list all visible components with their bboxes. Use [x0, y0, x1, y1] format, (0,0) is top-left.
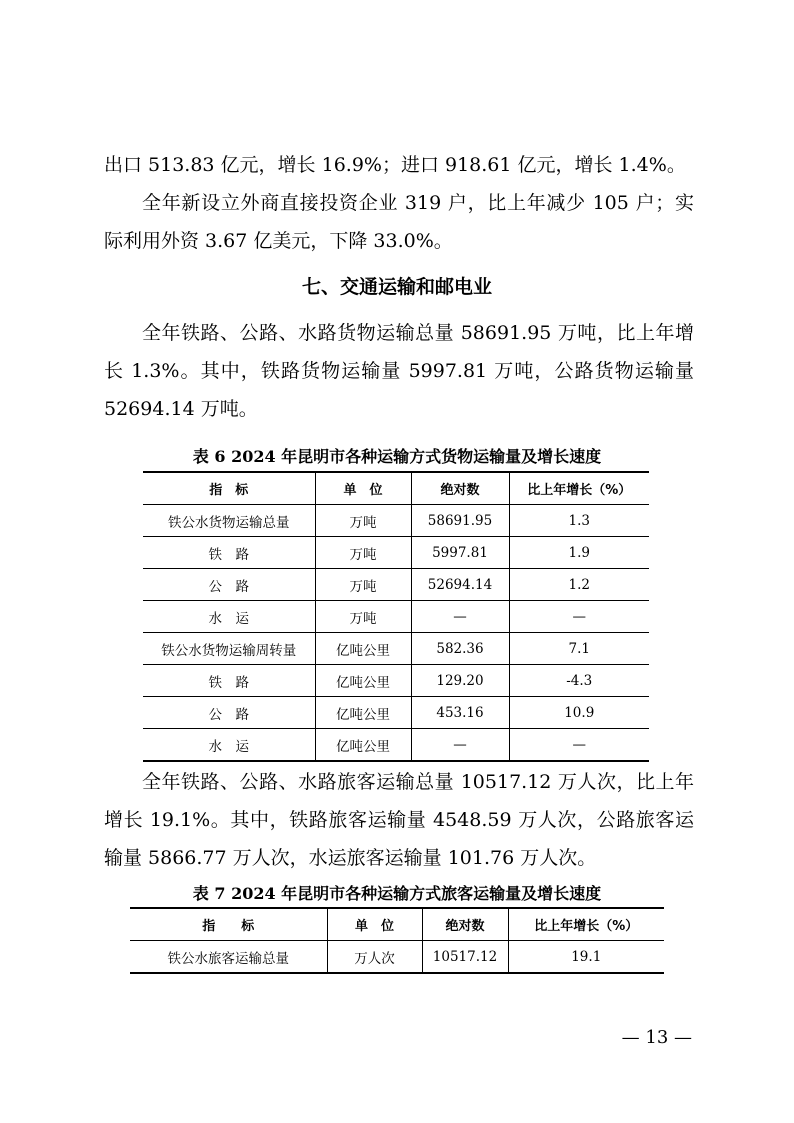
- cell-unit: 亿吨公里: [315, 729, 411, 762]
- table-row: [130, 941, 664, 974]
- table-row: [143, 729, 649, 762]
- table-header-row: [130, 908, 664, 941]
- cell-unit: 亿吨公里: [315, 665, 411, 697]
- section-title: 七、交通运输和邮电业: [301, 276, 492, 298]
- cell-absolute: 58691.95: [411, 505, 509, 537]
- cell-indicator: 铁 路: [143, 537, 315, 569]
- cell-unit: 万吨: [315, 601, 411, 633]
- paragraph-passenger: 全年铁路、公路、水路旅客运输总量 10517.12 万人次，比上年增长 19.1%。其中，铁路旅客运输量 4548.59 万人次，公路旅客运输量 5866.77 万人次，水运旅客运输量 101.76 万人次。: [104, 771, 694, 869]
- header-absolute: 绝对数: [422, 908, 508, 941]
- table-row: [143, 569, 649, 601]
- cell-absolute: 5997.81: [411, 537, 509, 569]
- table6-caption: 表 6 2024 年昆明市各种运输方式货物运输量及增长速度: [192, 447, 602, 466]
- header-indicator: 指 标: [143, 472, 315, 505]
- header-indicator: 指 标: [130, 908, 327, 941]
- header-unit: 单 位: [327, 908, 422, 941]
- header-unit: 单 位: [315, 472, 411, 505]
- cell-absolute: —: [411, 601, 509, 633]
- cell-indicator: 铁公水货物运输周转量: [143, 633, 315, 665]
- cell-growth: 1.3: [509, 505, 649, 537]
- cell-unit: 万吨: [315, 569, 411, 601]
- cell-growth: 1.9: [509, 537, 649, 569]
- cell-indicator: 公 路: [143, 569, 315, 601]
- cell-absolute: 129.20: [411, 665, 509, 697]
- cell-indicator: 水 运: [143, 729, 315, 762]
- cell-growth: 1.2: [509, 569, 649, 601]
- table-row: [143, 697, 649, 729]
- table6-freight: [143, 471, 649, 762]
- cell-growth: 19.1: [508, 941, 664, 974]
- table-row: [143, 537, 649, 569]
- cell-unit: 万吨: [315, 537, 411, 569]
- cell-indicator: 水 运: [143, 601, 315, 633]
- page-number: — 13 —: [621, 1027, 692, 1048]
- cell-absolute: 582.36: [411, 633, 509, 665]
- cell-growth: —: [509, 601, 649, 633]
- cell-indicator: 公 路: [143, 697, 315, 729]
- cell-indicator: 铁 路: [143, 665, 315, 697]
- header-growth: 比上年增长（%）: [509, 472, 649, 505]
- cell-growth: 7.1: [509, 633, 649, 665]
- table7-passenger: [130, 907, 664, 974]
- header-growth: 比上年增长（%）: [508, 908, 664, 941]
- cell-absolute: 453.16: [411, 697, 509, 729]
- paragraph-foreign-investment: 全年新设立外商直接投资企业 319 户，比上年减少 105 户；实际利用外资 3.67 亿美元，下降 33.0%。: [104, 192, 694, 252]
- paragraph-freight: 全年铁路、公路、水路货物运输总量 58691.95 万吨，比上年增长 1.3%。其中，铁路货物运输量 5997.81 万吨，公路货物运输量 52694.14 万吨。: [104, 322, 694, 420]
- table-row: [143, 505, 649, 537]
- table-row: [143, 601, 649, 633]
- cell-unit: 万吨: [315, 505, 411, 537]
- paragraph-trade: 出口 513.83 亿元，增长 16.9%；进口 918.61 亿元，增长 1.4%。: [104, 154, 686, 176]
- cell-indicator: 铁公水旅客运输总量: [130, 941, 327, 974]
- table-row: [143, 665, 649, 697]
- cell-unit: 万人次: [327, 941, 422, 974]
- cell-indicator: 铁公水货物运输总量: [143, 505, 315, 537]
- cell-growth: -4.3: [509, 665, 649, 697]
- cell-absolute: 10517.12: [422, 941, 508, 974]
- table-row: [143, 633, 649, 665]
- cell-absolute: —: [411, 729, 509, 762]
- cell-growth: —: [509, 729, 649, 762]
- cell-absolute: 52694.14: [411, 569, 509, 601]
- cell-unit: 亿吨公里: [315, 697, 411, 729]
- cell-unit: 亿吨公里: [315, 633, 411, 665]
- table-header-row: [143, 472, 649, 505]
- table7-caption: 表 7 2024 年昆明市各种运输方式旅客运输量及增长速度: [192, 884, 602, 903]
- header-absolute: 绝对数: [411, 472, 509, 505]
- cell-growth: 10.9: [509, 697, 649, 729]
